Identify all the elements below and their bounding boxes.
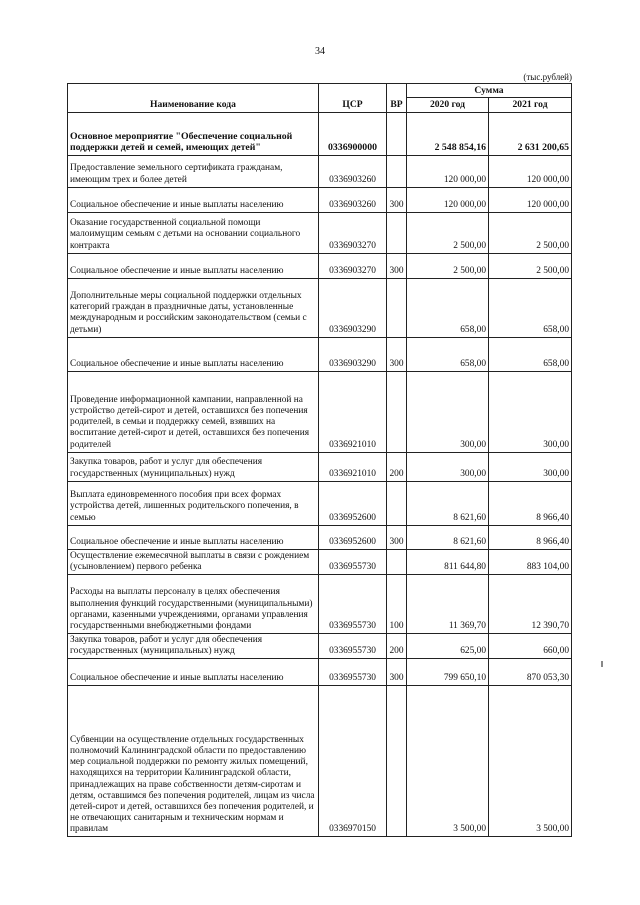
budget-table [67, 83, 572, 837]
row-csr-code: 0336903260 [319, 155, 387, 187]
row-csr-code: 0336921010 [319, 371, 387, 452]
row-name: Субвенции на осуществление отдельных государственных полномочий Калининградской области по предоставлению мер социальной поддержки по ремонту жилых помещений, находящихся на территории Калининградской области, принадлежащих на праве собственности детям-сиротам и детям, оставшимся без попечения родителей, лицам из числа детей-сирот и детей, оставшихся без попечения родителей, и не отвечающих санитарным и техническим нормам и правилам [68, 686, 319, 837]
row-amount-2021: 120 000,00 [489, 155, 572, 187]
row-csr-code: 0336955730 [319, 659, 387, 686]
row-amount-2021: 658,00 [489, 278, 572, 337]
table-row [68, 525, 572, 549]
row-vr-code: 200 [387, 633, 407, 658]
row-amount-2020: 658,00 [407, 278, 489, 337]
row-name: Социальное обеспечение и иные выплаты населению [68, 337, 319, 371]
row-name: Дополнительные меры социальной поддержки отдельных категорий граждан в праздничные даты, установленные международным и российским законодательством (семьи с детьми) [68, 278, 319, 337]
header-sum: Сумма [407, 84, 572, 98]
header-year-2020: 2020 год [407, 98, 489, 112]
row-amount-2020: 2 500,00 [407, 212, 489, 253]
table-row [68, 452, 572, 481]
row-csr-code: 0336903270 [319, 253, 387, 278]
row-vr-code [387, 481, 407, 525]
row-csr-code: 0336903290 [319, 278, 387, 337]
row-amount-2021: 120 000,00 [489, 187, 572, 212]
row-vr-code: 300 [387, 187, 407, 212]
row-amount-2021: 8 966,40 [489, 481, 572, 525]
row-csr-code: 0336900000 [319, 112, 387, 155]
row-name: Основное мероприятие "Обеспечение социальной поддержки детей и семей, имеющих детей" [68, 112, 319, 155]
row-name: Предоставление земельного сертификата гражданам, имеющим трех и более детей [68, 155, 319, 187]
row-amount-2021: 660,00 [489, 633, 572, 658]
row-amount-2021: 3 500,00 [489, 686, 572, 837]
row-amount-2020: 625,00 [407, 633, 489, 658]
row-amount-2020: 8 621,60 [407, 525, 489, 549]
table-body [68, 112, 572, 836]
row-vr-code: 100 [387, 574, 407, 633]
header-vr: ВР [387, 84, 407, 113]
row-amount-2020: 11 369,70 [407, 574, 489, 633]
row-name: Социальное обеспечение и иные выплаты населению [68, 659, 319, 686]
row-amount-2020: 8 621,60 [407, 481, 489, 525]
row-amount-2020: 300,00 [407, 371, 489, 452]
row-amount-2020: 300,00 [407, 452, 489, 481]
units-label: (тыс.рублей) [523, 72, 572, 82]
row-amount-2020: 2 548 854,16 [407, 112, 489, 155]
table-row [68, 481, 572, 525]
row-amount-2021: 12 390,70 [489, 574, 572, 633]
row-csr-code: 0336903260 [319, 187, 387, 212]
row-amount-2021: 2 500,00 [489, 253, 572, 278]
table-row [68, 371, 572, 452]
table-row [68, 278, 572, 337]
row-name: Социальное обеспечение и иные выплаты населению [68, 525, 319, 549]
table-row [68, 155, 572, 187]
row-vr-code [387, 278, 407, 337]
row-amount-2021: 2 500,00 [489, 212, 572, 253]
table-row [68, 187, 572, 212]
row-csr-code: 0336903290 [319, 337, 387, 371]
row-name: Закупка товаров, работ и услуг для обеспечения государственных (муниципальных) нужд [68, 633, 319, 658]
row-vr-code [387, 112, 407, 155]
row-name: Социальное обеспечение и иные выплаты населению [68, 187, 319, 212]
row-amount-2020: 120 000,00 [407, 187, 489, 212]
row-csr-code: 0336952600 [319, 525, 387, 549]
table-row [68, 659, 572, 686]
row-amount-2021: 2 631 200,65 [489, 112, 572, 155]
row-name: Оказание государственной социальной помощи малоимущим семьям с детьми на основании социального контракта [68, 212, 319, 253]
row-vr-code [387, 371, 407, 452]
header-name: Наименование кода [68, 84, 319, 113]
table-row [68, 574, 572, 633]
table-row [68, 212, 572, 253]
header-year-2021: 2021 год [489, 98, 572, 112]
scan-mark [601, 661, 603, 667]
row-amount-2020: 120 000,00 [407, 155, 489, 187]
table-row [68, 253, 572, 278]
row-csr-code: 0336970150 [319, 686, 387, 837]
row-amount-2021: 300,00 [489, 371, 572, 452]
table-row [68, 112, 572, 155]
row-csr-code: 0336955730 [319, 574, 387, 633]
row-amount-2020: 658,00 [407, 337, 489, 371]
row-amount-2021: 870 053,30 [489, 659, 572, 686]
row-name: Осуществление ежемесячной выплаты в связи с рождением (усыновлением) первого ребенка [68, 549, 319, 574]
row-amount-2020: 799 650,10 [407, 659, 489, 686]
row-vr-code [387, 155, 407, 187]
row-amount-2021: 883 104,00 [489, 549, 572, 574]
row-vr-code [387, 686, 407, 837]
row-csr-code: 0336903270 [319, 212, 387, 253]
row-amount-2021: 658,00 [489, 337, 572, 371]
row-name: Закупка товаров, работ и услуг для обеспечения государственных (муниципальных) нужд [68, 452, 319, 481]
row-vr-code: 300 [387, 659, 407, 686]
row-amount-2020: 3 500,00 [407, 686, 489, 837]
row-amount-2020: 2 500,00 [407, 253, 489, 278]
table-row [68, 633, 572, 658]
row-amount-2021: 300,00 [489, 452, 572, 481]
row-vr-code [387, 549, 407, 574]
table-row [68, 686, 572, 837]
row-csr-code: 0336952600 [319, 481, 387, 525]
row-csr-code: 0336921010 [319, 452, 387, 481]
row-csr-code: 0336955730 [319, 633, 387, 658]
row-amount-2020: 811 644,80 [407, 549, 489, 574]
table-row [68, 549, 572, 574]
row-name: Социальное обеспечение и иные выплаты населению [68, 253, 319, 278]
header-csr: ЦСР [319, 84, 387, 113]
row-name: Расходы на выплаты персоналу в целях обеспечения выполнения функций государственными (муниципальными) органами, казенными учреждениями, органами управления государственными внебюджетными фондами [68, 574, 319, 633]
row-vr-code: 300 [387, 253, 407, 278]
row-name: Выплата единовременного пособия при всех формах устройства детей, лишенных родительского попечения, в семью [68, 481, 319, 525]
row-vr-code: 300 [387, 337, 407, 371]
table-row [68, 337, 572, 371]
row-name: Проведение информационной кампании, направленной на устройство детей-сирот и детей, оставшихся без попечения родителей, в семьи и поддержку семей, взявших на воспитание детей-сирот и детей, оставшихся без попечения родителей [68, 371, 319, 452]
page-number: 34 [315, 46, 325, 57]
row-vr-code: 200 [387, 452, 407, 481]
row-csr-code: 0336955730 [319, 549, 387, 574]
row-vr-code [387, 212, 407, 253]
row-amount-2021: 8 966,40 [489, 525, 572, 549]
row-vr-code: 300 [387, 525, 407, 549]
